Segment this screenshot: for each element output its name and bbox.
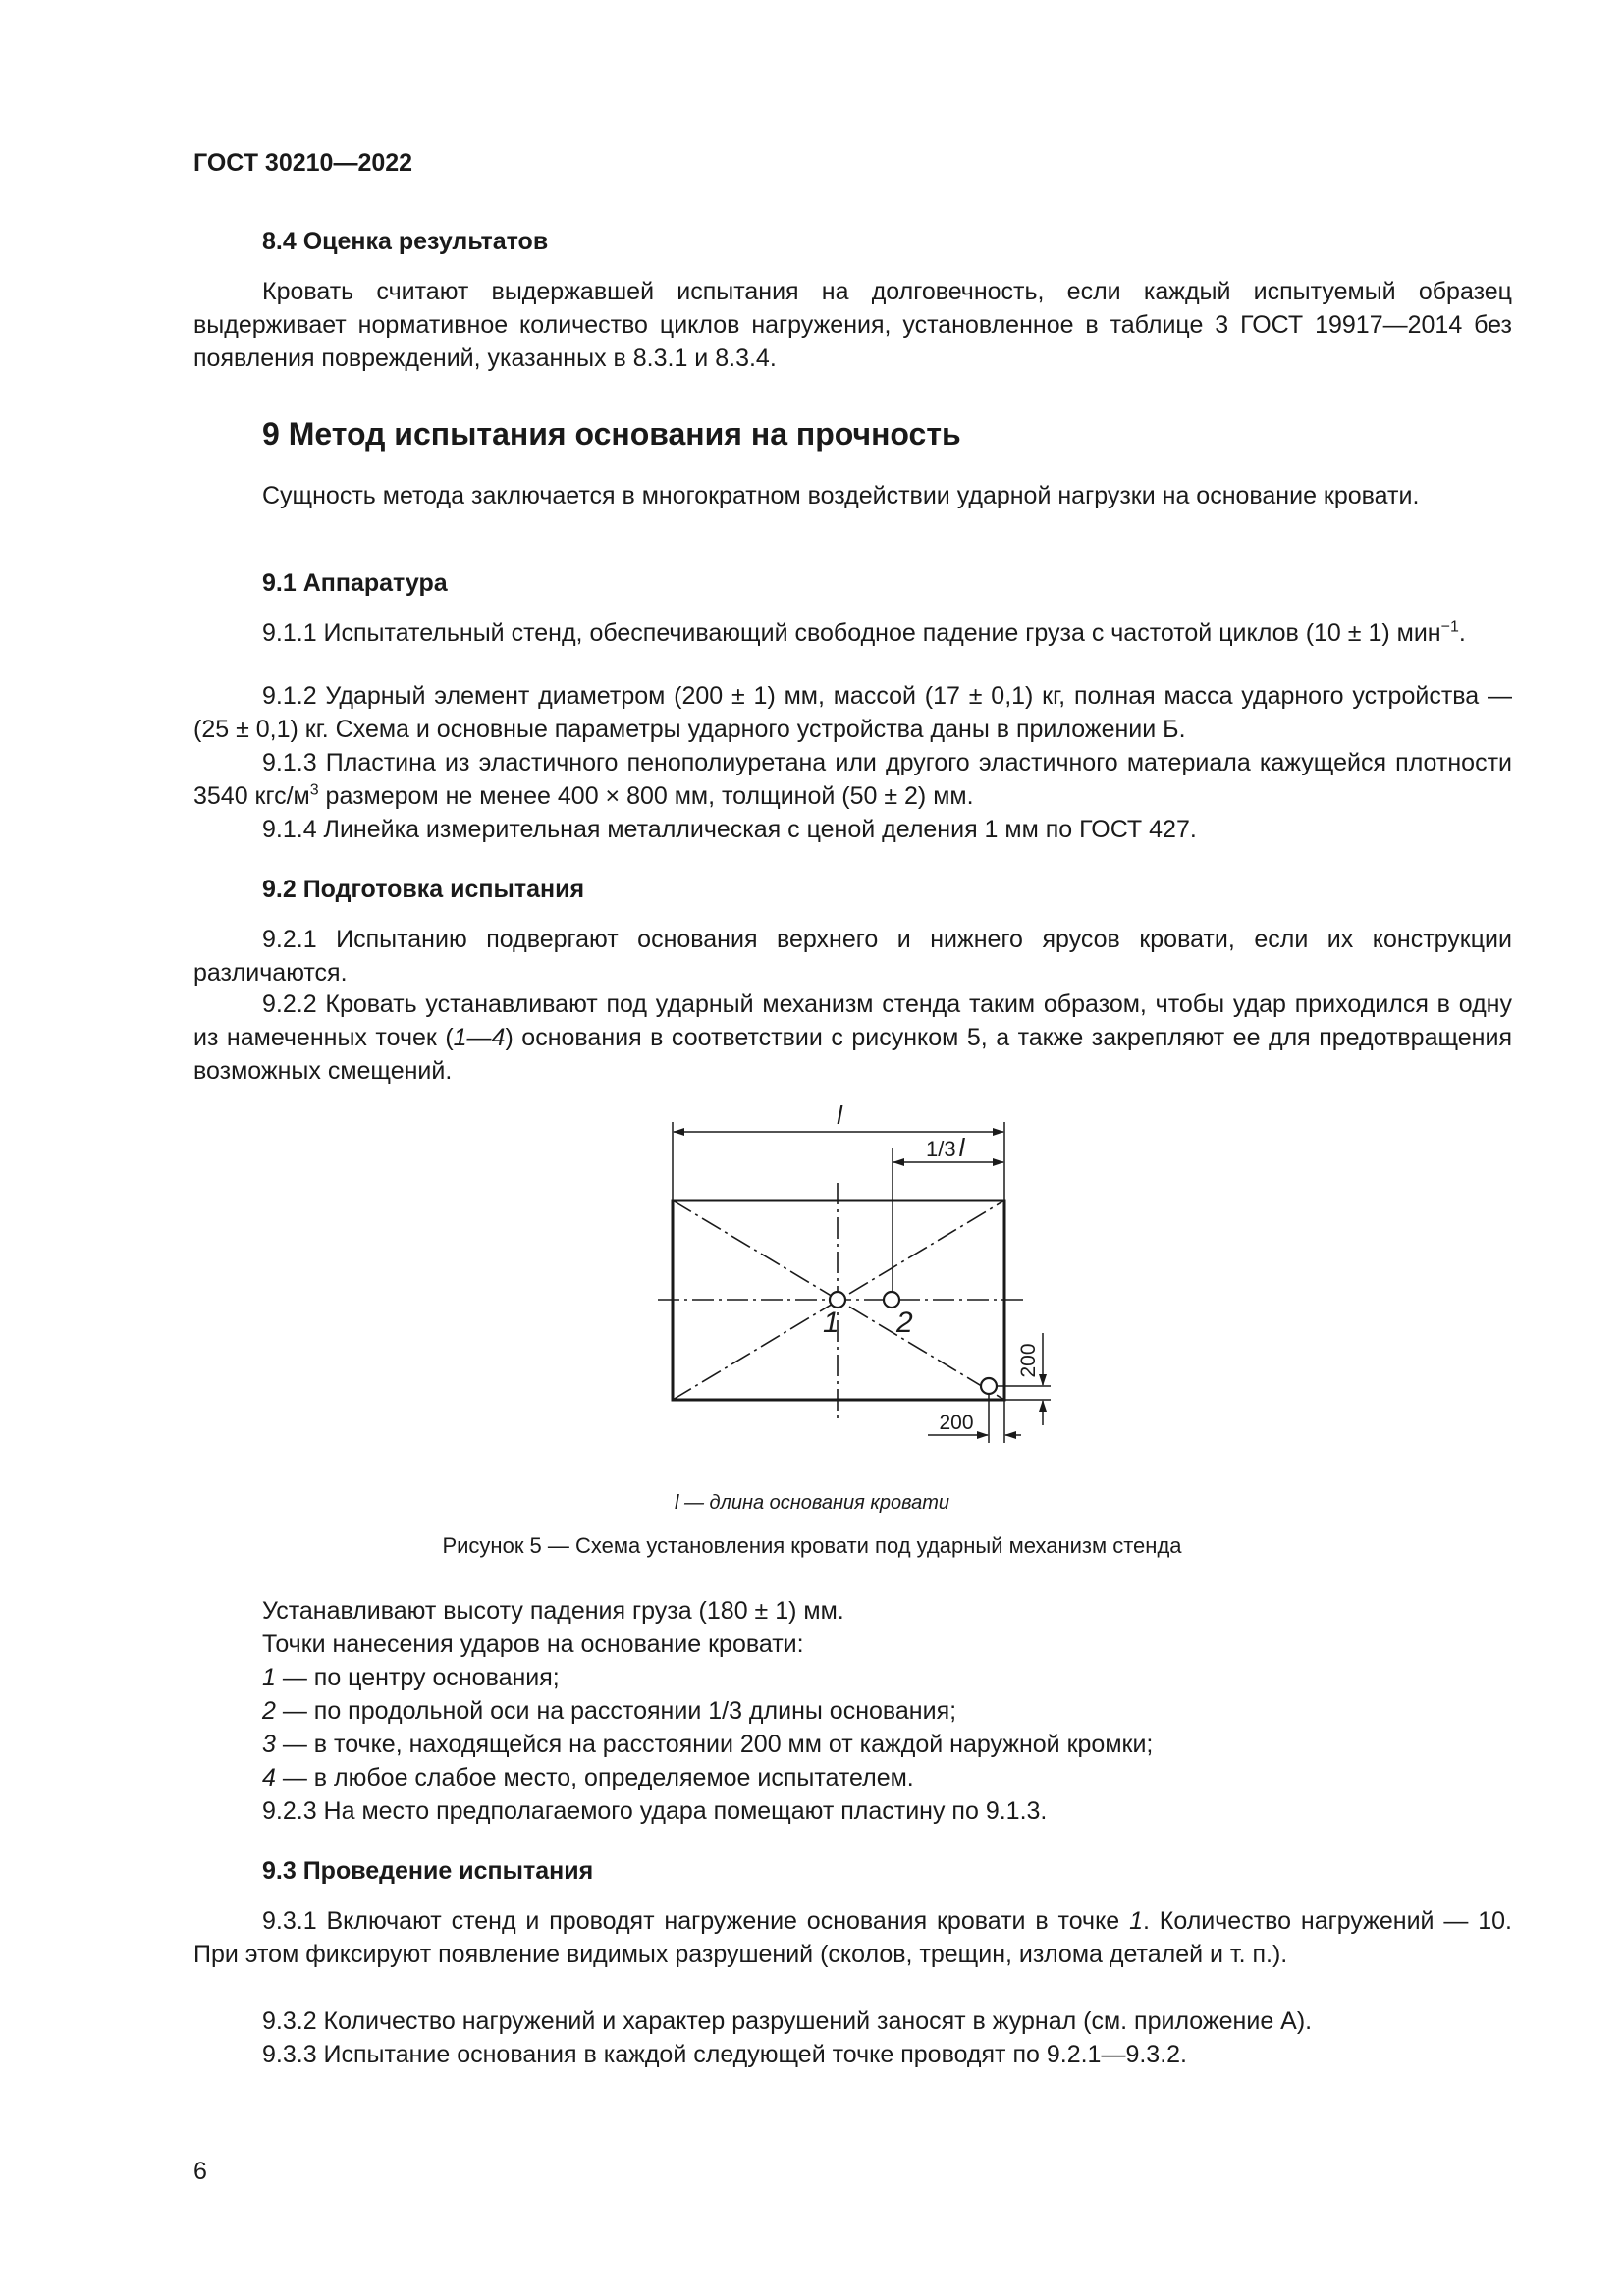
dim-label-third-fraction: 1/3 bbox=[926, 1137, 956, 1161]
paragraph-9-1-1-sup: −1 bbox=[1440, 618, 1459, 636]
impact-point-item-2-num: 2 bbox=[262, 1697, 276, 1725]
dim-label-third bbox=[926, 1133, 966, 1162]
impact-point-item-2-text: — по продольной оси на расстоянии 1/3 длины основания; bbox=[275, 1697, 957, 1725]
section-8-4-paragraph: Кровать считают выдержавшей испытания на долговечность, если каждый испытуемый образец выдерживает нормативное количество циклов нагружения, установленное в таблице 3 ГОСТ 19917—2014 без появления повреждений, указанных в 8.3.1 и 8.3.4. bbox=[193, 278, 1512, 372]
paragraph-9-3-1-point: 1 bbox=[1129, 1907, 1143, 1935]
paragraph-9-3-1-text-a: 9.3.1 Включают стенд и проводят нагружение основания кровати в точке bbox=[262, 1907, 1130, 1935]
impact-point-item-4-num: 4 bbox=[262, 1764, 276, 1791]
section-9-3-heading: 9.3 Проведение испытания bbox=[262, 1857, 594, 1885]
paragraph-9-1-4: 9.1.4 Линейка измерительная металлическая с ценой деления 1 мм по ГОСТ 427. bbox=[262, 816, 1197, 843]
impact-point-3 bbox=[981, 1378, 997, 1394]
impact-point-item-3 bbox=[262, 1728, 1153, 1761]
dim-label-200-vertical: 200 bbox=[1017, 1343, 1040, 1378]
impact-point-2 bbox=[884, 1292, 899, 1308]
paragraph-9-2-3: 9.2.3 На место предполагаемого удара помещают пластину по 9.1.3. bbox=[262, 1797, 1048, 1825]
point-label-1: 1 bbox=[823, 1307, 839, 1339]
document-id-header: ГОСТ 30210—2022 bbox=[193, 149, 413, 177]
drop-height-line: Устанавливают высоту падения груза (180 ± 1) мм. bbox=[262, 1597, 844, 1625]
page-number: 6 bbox=[193, 2158, 207, 2185]
dim-label-third-l: l bbox=[958, 1133, 965, 1162]
point-label-2: 2 bbox=[896, 1307, 913, 1339]
impact-point-item-4 bbox=[262, 1761, 914, 1794]
section-9-intro: Сущность метода заключается в многократном воздействии ударной нагрузки на основание кровати. bbox=[262, 482, 1420, 509]
paragraph-9-2-2-text-a: 9.2.2 Кровать устанавливают под ударный механизм стенда таким образом, чтобы удар приходился в одну из намеченных точек ( bbox=[193, 990, 1512, 1051]
paragraph-9-3-1 bbox=[193, 1904, 1512, 1971]
paragraph-9-1-2: 9.1.2 Ударный элемент диаметром (200 ± 1) мм, массой (17 ± 0,1) кг, полная масса ударного устройства — (25 ± 0,1) кг. Схема и основные параметры ударного устройства даны в приложении Б. bbox=[193, 682, 1512, 743]
figure-caption: Рисунок 5 — Схема установления кровати под ударный механизм стенда bbox=[442, 1533, 1182, 1558]
impact-points-intro: Точки нанесения ударов на основание кровати: bbox=[262, 1630, 804, 1658]
impact-point-item-3-text: — в точке, находящейся на расстоянии 200 мм от каждой наружной кромки; bbox=[275, 1731, 1154, 1758]
paragraph-9-2-1: 9.2.1 Испытанию подвергают основания верхнего и нижнего ярусов кровати, если их конструкции различаются. bbox=[193, 926, 1512, 987]
paragraph-9-1-3-text-a: 9.1.3 Пластина из эластичного пенополиуретана или другого эластичного материала кажущейся плотности 3540 кгс/м bbox=[193, 749, 1512, 810]
section-9-1-heading: 9.1 Аппаратура bbox=[262, 569, 448, 597]
impact-point-item-1-num: 1 bbox=[262, 1664, 276, 1691]
dim-label-200-horizontal: 200 bbox=[939, 1412, 974, 1434]
impact-point-item-2 bbox=[262, 1694, 956, 1728]
dim-label-l: l bbox=[837, 1100, 842, 1130]
section-8-4-heading: 8.4 Оценка результатов bbox=[262, 228, 549, 255]
impact-point-1 bbox=[830, 1292, 845, 1308]
paragraph-9-3-1-text-b: . Количество нагружений — 10. При этом фиксируют появление видимых разрушений (сколов, трещин, излома деталей и т. п.). bbox=[193, 1907, 1512, 1968]
paragraph-9-1-3-text-b: размером не менее 400 × 800 мм, толщиной (50 ± 2) мм. bbox=[318, 782, 974, 810]
impact-point-item-4-text: — в любое слабое место, определяемое испытателем. bbox=[275, 1764, 914, 1791]
paragraph-9-1-3-sup: 3 bbox=[309, 781, 319, 799]
paragraph-9-2-2-points: 1—4 bbox=[453, 1024, 506, 1051]
paragraph-9-3-2: 9.3.2 Количество нагружений и характер разрушений заносят в журнал (см. приложение А). bbox=[262, 2007, 1313, 2035]
paragraph-9-3-3: 9.3.3 Испытание основания в каждой следующей точке проводят по 9.2.1—9.3.2. bbox=[262, 2041, 1187, 2068]
impact-point-item-1-text: — по центру основания; bbox=[275, 1664, 560, 1691]
paragraph-9-1-1-text: 9.1.1 Испытательный стенд, обеспечивающий свободное падение груза с частотой циклов (10 ± 1) мин bbox=[262, 619, 1441, 647]
paragraph-9-1-1-end: . bbox=[1458, 619, 1466, 647]
impact-point-item-3-num: 3 bbox=[262, 1731, 276, 1758]
impact-point-item-1 bbox=[262, 1661, 560, 1694]
figure-legend: l — длина основания кровати bbox=[674, 1492, 950, 1514]
section-9-2-heading: 9.2 Подготовка испытания bbox=[262, 876, 585, 903]
section-9-heading: 9 Метод испытания основания на прочность bbox=[262, 416, 961, 452]
paragraph-9-2-2-text-b: ) основания в соответствии с рисунком 5, а также закрепляют ее для предотвращения возможных смещений. bbox=[193, 1024, 1512, 1085]
